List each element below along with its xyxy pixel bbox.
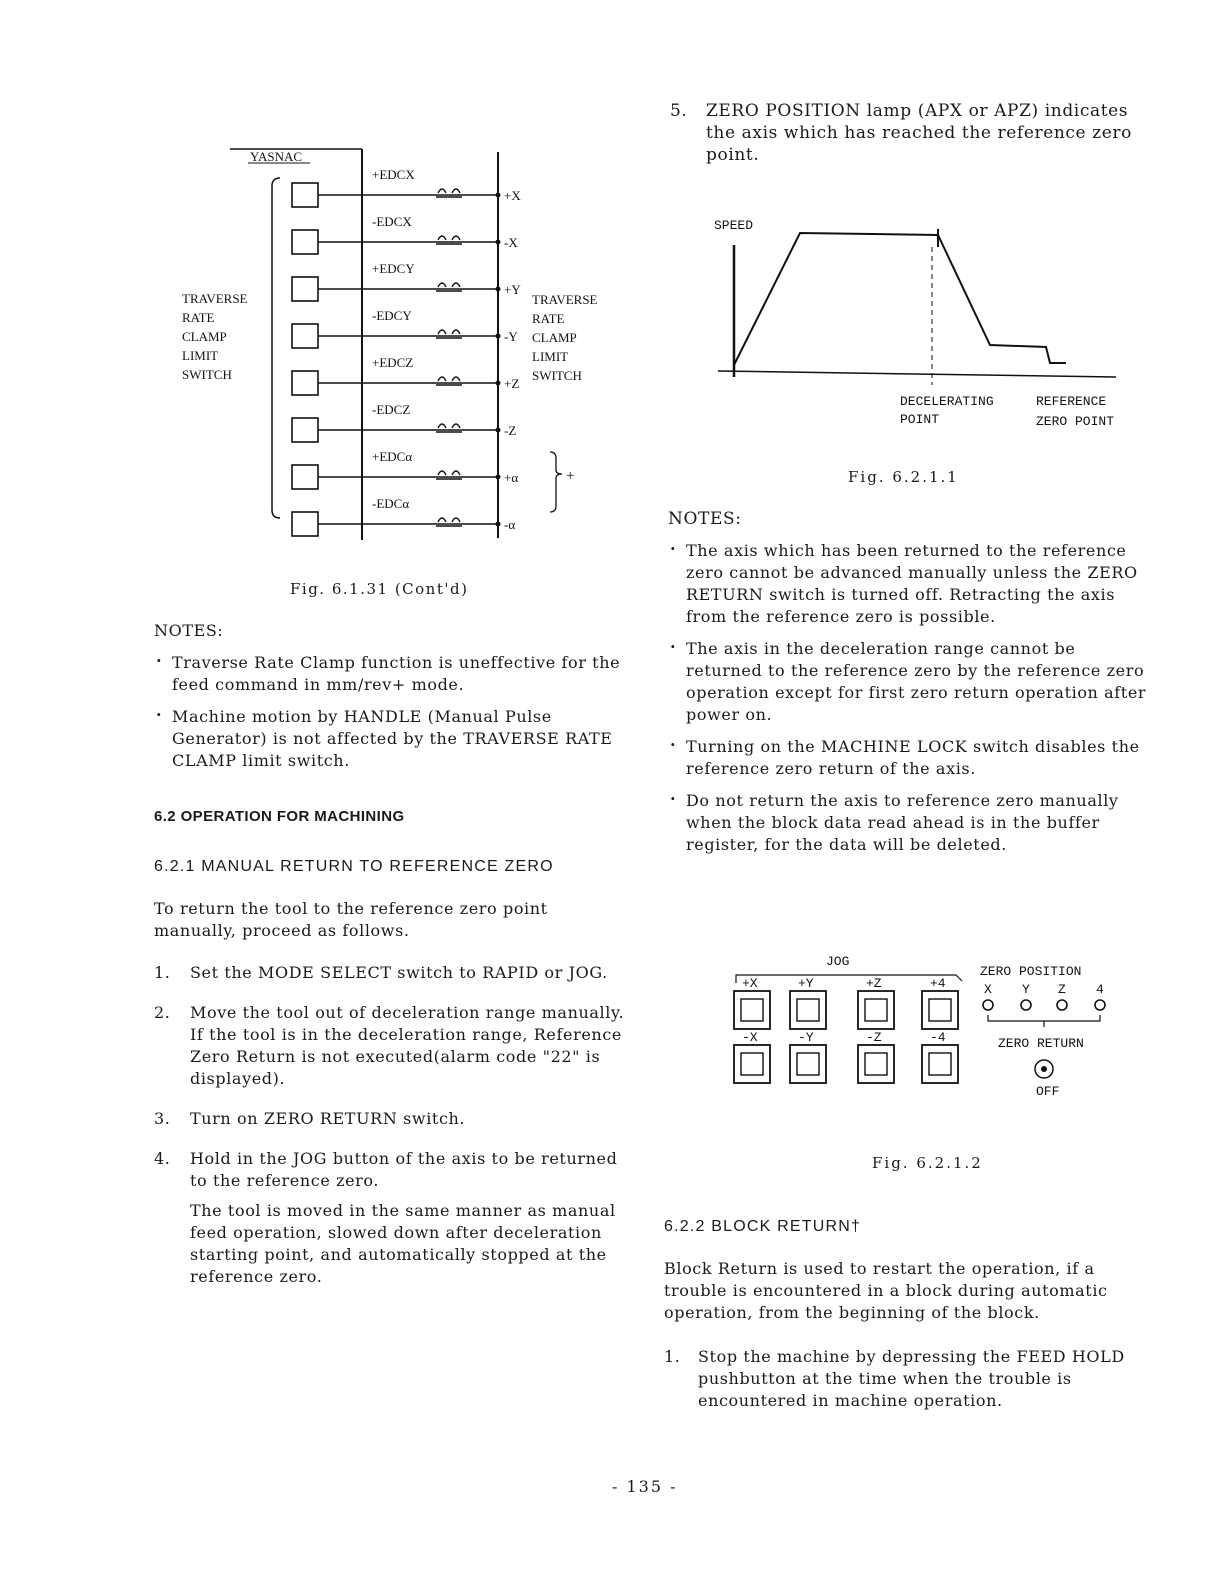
svg-text:RATE: RATE	[182, 310, 215, 325]
junction-dot	[496, 381, 501, 386]
relay-box	[292, 230, 318, 254]
jog-button[interactable]	[734, 991, 770, 1029]
speed-curve	[734, 233, 1066, 365]
signal-label: -EDCY	[372, 308, 412, 323]
section-6-2-1-steps	[154, 962, 630, 1288]
decel-label: DECELERATING	[900, 394, 994, 409]
right-note-item: · The axis which has been returned to the reference zero cannot be advanced manually unless the ZERO RETURN switch is turned off. Retracting the axis from the reference zero is possible.	[668, 540, 1150, 628]
limit-switch-icon	[436, 330, 462, 338]
left-note-item: · Machine motion by HANDLE (Manual Pulse Generator) is not affected by the TRAVERSE RATE CLAMP limit switch.	[154, 706, 624, 772]
step-item: 3. Turn on ZERO RETURN switch.	[154, 1109, 466, 1128]
junction-dot	[496, 522, 501, 527]
svg-text:CLAMP: CLAMP	[182, 329, 227, 344]
jog-button-label: +Z	[866, 976, 882, 991]
brace-mark: +	[566, 468, 575, 484]
figure-6-2-1-2-caption: Fig. 6.2.1.2	[872, 1154, 983, 1172]
limit-switch-icon	[436, 377, 462, 385]
jog-button-label: +4	[930, 976, 946, 991]
axis-label: -X	[504, 235, 518, 250]
jog-button-label: -Y	[798, 1030, 814, 1045]
axis-label: +α	[504, 470, 519, 485]
section-6-2-1-intro: To return the tool to the reference zero point manually, proceed as follows.	[154, 899, 548, 940]
relay-box	[292, 277, 318, 301]
step-item: 1. Stop the machine by depressing the FEED HOLD pushbutton at the time when the trouble is encountered in machine operation.	[664, 1347, 1125, 1410]
jog-button-label: +Y	[798, 976, 814, 991]
jog-button-label: -Z	[866, 1030, 882, 1045]
limit-switch-icon	[436, 471, 462, 479]
relay-box	[292, 183, 318, 207]
left-notes-list	[154, 652, 624, 782]
svg-text:CLAMP: CLAMP	[532, 330, 577, 345]
jog-button[interactable]	[790, 991, 826, 1029]
section-6-2-2-heading: 6.2.2 BLOCK RETURN†	[664, 1218, 862, 1235]
jog-button[interactable]	[858, 991, 894, 1029]
svg-text:TRAVERSE: TRAVERSE	[182, 291, 248, 306]
yasnac-label: YASNAC	[250, 149, 303, 164]
section-6-2-1-heading: 6.2.1 MANUAL RETURN TO REFERENCE ZERO	[154, 858, 554, 875]
figure-6-2-1-1	[700, 205, 1160, 435]
zero-position-lamp-icon	[1021, 1000, 1031, 1010]
axis-label: -Y	[504, 329, 518, 344]
left-note-item: · Traverse Rate Clamp function is uneffective for the feed command in mm/rev+ mode.	[154, 652, 624, 696]
jog-button-label: -4	[930, 1030, 946, 1045]
limit-switch-icon	[436, 424, 462, 432]
limit-switch-icon	[436, 518, 462, 526]
junction-dot	[496, 287, 501, 292]
axis-label: +Z	[504, 376, 520, 391]
jog-button-label: +X	[742, 976, 758, 991]
signal-label: +EDCZ	[372, 355, 414, 370]
step-item: 2. Move the tool out of deceleration range manually. If the tool is in the deceleration range, Reference Zero Return is not executed(alarm code "22" is displayed).	[154, 1003, 625, 1088]
axis-label: -α	[504, 517, 516, 532]
speed-label: SPEED	[714, 218, 754, 233]
signal-label: -EDCZ	[372, 402, 411, 417]
ref-label: REFERENCE	[1036, 394, 1107, 409]
jog-button[interactable]	[790, 1045, 826, 1083]
svg-text:TRAVERSE: TRAVERSE	[532, 292, 598, 307]
lamp-label: 4	[1096, 982, 1104, 997]
axis-label: +X	[504, 188, 521, 203]
jog-button[interactable]	[922, 1045, 958, 1083]
figure-6-2-1-2	[716, 945, 1126, 1105]
step-item: 1. Set the MODE SELECT switch to RAPID or JOG.	[154, 963, 608, 982]
signal-label: -EDCα	[372, 496, 410, 511]
zero-position-label: ZERO POSITION	[980, 964, 1082, 979]
figure-6-1-31-caption: Fig. 6.1.31 (Cont'd)	[290, 580, 469, 598]
jog-button[interactable]	[858, 1045, 894, 1083]
junction-dot	[496, 193, 501, 198]
left-label-traverse-rate-clamp	[182, 291, 248, 382]
jog-button[interactable]	[922, 991, 958, 1029]
right-note-item: · Turning on the MACHINE LOCK switch disables the reference zero return of the axis.	[668, 736, 1150, 780]
right-note-item: · The axis in the deceleration range cannot be returned to the reference zero by the reference zero operation except for first zero return operation after power on.	[668, 638, 1150, 726]
junction-dot	[496, 475, 501, 480]
left-notes-title: NOTES:	[154, 621, 224, 640]
axis-label: +Y	[504, 282, 521, 297]
signal-label: +EDCY	[372, 261, 415, 276]
jog-label: JOG	[826, 954, 850, 969]
limit-switch-icon	[436, 189, 462, 197]
step-5: 5. ZERO POSITION lamp (APX or APZ) indicates the axis which has reached the reference zero point.	[670, 101, 1132, 165]
page-number: - 135 -	[612, 1477, 678, 1496]
step-item: 4. Hold in the JOG button of the axis to be returned to the reference zero.	[154, 1149, 618, 1190]
right-note-item: · Do not return the axis to reference zero manually when the block data read ahead is in the buffer register, for the data will be deleted.	[668, 790, 1150, 856]
right-notes-list	[668, 540, 1150, 866]
svg-text:RATE: RATE	[532, 311, 565, 326]
step-item-detail: The tool is moved in the same manner as manual feed operation, slowed down after deceleration starting point, and automatically stopped at the reference zero.	[190, 1201, 616, 1286]
junction-dot	[496, 334, 501, 339]
off-label: OFF	[1036, 1084, 1060, 1099]
lamp-label: Y	[1022, 982, 1030, 997]
lamp-label: X	[984, 982, 992, 997]
signal-label: -EDCX	[372, 214, 412, 229]
junction-dot	[496, 428, 501, 433]
section-6-2-2-intro: Block Return is used to restart the operation, if a trouble is encountered in a block during automatic operation, from the beginning of the block.	[664, 1259, 1108, 1322]
signal-label: +EDCα	[372, 449, 413, 464]
relay-box	[292, 465, 318, 489]
relay-box	[292, 324, 318, 348]
zero-return-label: ZERO RETURN	[998, 1036, 1084, 1051]
right-notes-title: NOTES:	[668, 509, 742, 529]
section-6-2-heading: 6.2 OPERATION FOR MACHINING	[154, 808, 405, 825]
jog-button-label: -X	[742, 1030, 758, 1045]
right-label-traverse-rate-clamp	[532, 292, 598, 383]
zero-position-lamp-icon	[1057, 1000, 1067, 1010]
svg-text:LIMIT: LIMIT	[532, 349, 569, 364]
jog-button[interactable]	[734, 1045, 770, 1083]
zero-position-lamp-icon	[983, 1000, 993, 1010]
junction-dot	[496, 240, 501, 245]
axis-label: -Z	[504, 423, 517, 438]
relay-box	[292, 418, 318, 442]
figure-6-2-1-1-caption: Fig. 6.2.1.1	[848, 468, 959, 486]
relay-box	[292, 512, 318, 536]
svg-text:LIMIT: LIMIT	[182, 348, 219, 363]
figure-6-1-31	[170, 140, 630, 550]
svg-text:SWITCH: SWITCH	[532, 368, 582, 383]
limit-switch-icon	[436, 236, 462, 244]
limit-switch-icon	[436, 283, 462, 291]
relay-box	[292, 371, 318, 395]
lamp-label: Z	[1058, 982, 1066, 997]
signal-label: +EDCX	[372, 167, 415, 182]
svg-text:SWITCH: SWITCH	[182, 367, 232, 382]
decel-label-2: POINT	[900, 412, 940, 427]
zero-position-lamp-icon	[1095, 1000, 1105, 1010]
ref-label-2: ZERO POINT	[1036, 414, 1115, 429]
